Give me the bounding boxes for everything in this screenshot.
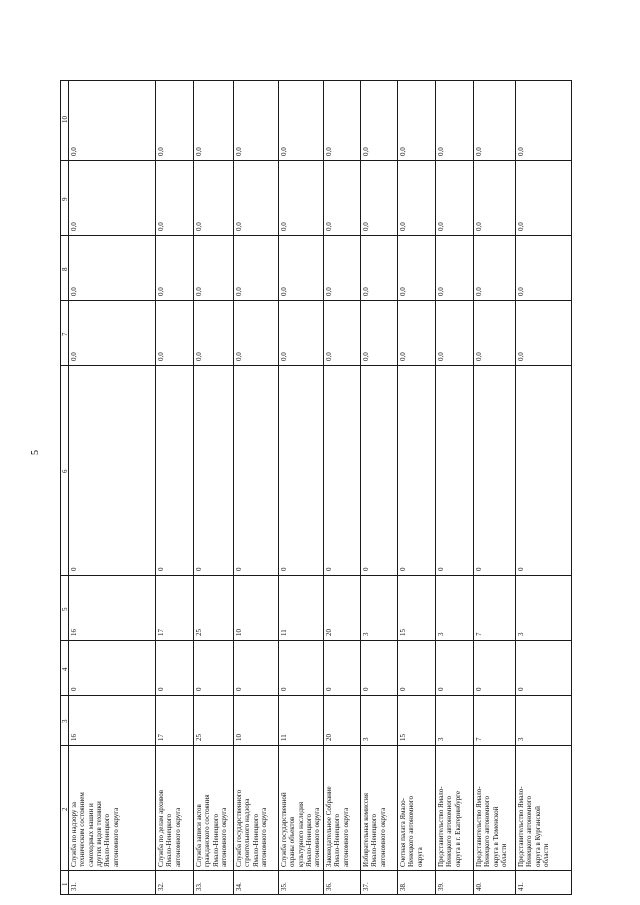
row-number: 38. — [399, 882, 407, 891]
table-cell: 0,0 — [362, 147, 370, 156]
table-cell: 0 — [280, 567, 288, 571]
table-cell: 10 — [235, 734, 243, 741]
table-cell: 0 — [70, 687, 78, 691]
table-cell: 0,0 — [517, 352, 525, 361]
table-cell: 10 — [235, 629, 243, 636]
row-name-line: строительного надзора — [243, 798, 252, 867]
table-cell: 0,0 — [157, 352, 165, 361]
table-cell: 0 — [399, 687, 407, 691]
row-name-line: Служба по надзору за — [70, 802, 78, 867]
row-divider — [323, 80, 324, 895]
row-name-line: Служба государственной — [280, 792, 288, 867]
table-cell: 0 — [475, 687, 483, 691]
table-cell: 0,0 — [399, 287, 407, 296]
row-name-line: автономного округа — [219, 807, 228, 867]
table-cell: 0 — [399, 567, 407, 571]
table-cell: 0,0 — [235, 287, 243, 296]
row-number: 36. — [325, 882, 333, 891]
column-header: 5 — [61, 607, 69, 611]
row-divider — [473, 80, 474, 895]
row-name-line: Представительство Ямало- — [437, 786, 445, 867]
column-header: 2 — [61, 807, 69, 811]
table-cell: 0,0 — [399, 147, 407, 156]
table-cell: 0 — [280, 687, 288, 691]
row-name-line: автономного округа — [341, 807, 350, 867]
row-name-line: техническим состоянием — [78, 792, 87, 867]
table-cell: 7 — [475, 737, 483, 741]
row-name-line: автономного округа — [259, 807, 268, 867]
table-cell: 0,0 — [195, 147, 203, 156]
table-cell: 0,0 — [325, 222, 333, 231]
row-divider — [278, 80, 279, 895]
row-name-line: округа в г. Екатеринбурге — [453, 790, 462, 867]
table-cell: 0,0 — [399, 222, 407, 231]
table-cell: 0,0 — [437, 222, 445, 231]
row-number: 35. — [280, 882, 288, 891]
column-header: 6 — [61, 469, 69, 473]
row-number: 33. — [195, 882, 203, 891]
table-cell: 0,0 — [195, 287, 203, 296]
table-cell: 0,0 — [362, 352, 370, 361]
table-cell: 16 — [70, 734, 78, 741]
table-cell: 0,0 — [475, 352, 483, 361]
table-cell: 0,0 — [195, 352, 203, 361]
table-cell: 17 — [157, 629, 165, 636]
table-cell: 3 — [362, 632, 370, 636]
row-name-line: охраны объектов — [288, 816, 297, 867]
table-cell: 0,0 — [280, 147, 288, 156]
table-cell: 0,0 — [70, 222, 78, 231]
table-cell: 0 — [517, 687, 525, 691]
row-name-line: округа в Курганской — [533, 806, 542, 867]
table-cell: 0 — [195, 687, 203, 691]
column-divider — [60, 365, 572, 366]
table-cell: 11 — [280, 629, 288, 636]
row-name-line: Служба государственного — [235, 789, 243, 867]
column-divider — [60, 235, 572, 236]
table-cell: 0 — [362, 567, 370, 571]
table-cell: 3 — [517, 632, 525, 636]
table-cell: 0,0 — [235, 352, 243, 361]
column-header: 1 — [61, 882, 69, 886]
table-cell: 0,0 — [280, 287, 288, 296]
table-cell: 0 — [437, 687, 445, 691]
row-divider — [515, 80, 516, 895]
table-cell: 0 — [70, 567, 78, 571]
table-cell: 0,0 — [325, 352, 333, 361]
table-cell: 0 — [235, 687, 243, 691]
row-name-line: Ямало-Ненецкого — [333, 813, 342, 867]
row-name-line: Избирательная комиссия — [362, 793, 370, 867]
table-cell: 3 — [517, 737, 525, 741]
table-cell: 0 — [157, 567, 165, 571]
row-name-line: гражданского состояния — [203, 794, 212, 867]
row-name-line: других видов техники — [94, 801, 103, 867]
row-name-line: Ямало-Ненецкого — [370, 813, 379, 867]
row-name-line: области — [499, 843, 508, 867]
column-header: 9 — [61, 197, 69, 201]
table-cell: 0,0 — [235, 222, 243, 231]
table-cell: 0 — [362, 687, 370, 691]
column-divider — [60, 870, 572, 871]
table-cell: 0,0 — [475, 222, 483, 231]
table-cell: 0 — [325, 567, 333, 571]
table-cell: 0,0 — [157, 287, 165, 296]
row-name-line: автономного округа — [111, 807, 120, 867]
table-cell: 0,0 — [157, 222, 165, 231]
row-number: 39. — [437, 882, 445, 891]
row-name-line: округа — [415, 847, 424, 867]
table-cell: 20 — [325, 629, 333, 636]
row-name-line: Ямало-Ненецкого — [304, 813, 313, 867]
table-cell: 3 — [437, 632, 445, 636]
row-name-line: Служба записи актов — [195, 804, 203, 867]
table-cell: 0 — [325, 687, 333, 691]
row-name-line: Счетная палата Ямало- — [399, 798, 407, 867]
row-name-line: Ямало-Ненецкого — [251, 813, 260, 867]
row-number: 34. — [235, 882, 243, 891]
row-number: 31. — [70, 882, 78, 891]
row-name-line: Ямало-Ненецкого — [211, 813, 220, 867]
column-divider — [60, 640, 572, 641]
row-number: 41. — [517, 882, 525, 891]
table-cell: 0,0 — [437, 147, 445, 156]
row-name-line: автономного округа — [313, 807, 322, 867]
table-cell: 0 — [235, 567, 243, 571]
table-cell: 25 — [195, 734, 203, 741]
row-divider — [397, 80, 398, 895]
column-header: 7 — [61, 332, 69, 336]
table-cell: 0,0 — [517, 222, 525, 231]
row-name-line: Ненецкого автономного — [407, 796, 416, 867]
row-name-line: Ненецкого автономного — [445, 796, 454, 867]
column-divider — [60, 745, 572, 746]
row-divider — [435, 80, 436, 895]
table-cell: 0,0 — [235, 147, 243, 156]
table-frame — [60, 80, 572, 895]
column-divider — [60, 695, 572, 696]
row-divider — [68, 80, 69, 895]
table-cell: 0,0 — [325, 287, 333, 296]
column-divider — [60, 160, 572, 161]
table-cell: 0 — [517, 567, 525, 571]
table-cell: 0,0 — [362, 222, 370, 231]
column-header: 3 — [61, 719, 69, 723]
row-name-line: Представительство Ямало- — [517, 786, 525, 867]
table-cell: 17 — [157, 734, 165, 741]
row-name-line: области — [541, 843, 550, 867]
column-divider — [60, 575, 572, 576]
table-cell: 25 — [195, 629, 203, 636]
row-divider — [155, 80, 156, 895]
table-cell: 0 — [437, 567, 445, 571]
row-name-line: Ненецкого автономного — [525, 796, 534, 867]
row-name-line: самоходных машин и — [86, 803, 95, 867]
table-cell: 11 — [280, 734, 288, 741]
table-cell: 0,0 — [475, 287, 483, 296]
table-cell: 0 — [475, 567, 483, 571]
table-cell: 0,0 — [399, 352, 407, 361]
row-name-line: Служба по делам архивов — [157, 789, 165, 867]
row-number: 40. — [475, 882, 483, 891]
row-name-line: автономного округа — [378, 807, 387, 867]
row-name-line: округа в Тюменской — [491, 806, 500, 867]
table-cell: 0,0 — [362, 287, 370, 296]
row-divider — [233, 80, 234, 895]
table-cell: 15 — [399, 629, 407, 636]
table-cell: 0,0 — [70, 287, 78, 296]
table-cell: 0,0 — [70, 352, 78, 361]
row-divider — [360, 80, 361, 895]
table-cell: 16 — [70, 629, 78, 636]
table-cell: 0,0 — [475, 147, 483, 156]
table-cell: 0 — [157, 687, 165, 691]
row-divider — [193, 80, 194, 895]
table-cell: 0,0 — [157, 147, 165, 156]
table-cell: 7 — [475, 632, 483, 636]
table-cell: 0,0 — [280, 352, 288, 361]
column-divider — [60, 300, 572, 301]
row-name-line: Законодательное Собрание — [325, 786, 333, 867]
row-number: 32. — [157, 882, 165, 891]
table-cell: 3 — [437, 737, 445, 741]
row-name-line: автономного округа — [173, 807, 182, 867]
table-cell: 0,0 — [437, 287, 445, 296]
page-number: 5 — [30, 450, 41, 455]
table-cell: 0 — [195, 567, 203, 571]
row-name-line: Ямало-Ненецкого — [103, 813, 112, 867]
table-cell: 0,0 — [517, 287, 525, 296]
table-cell: 20 — [325, 734, 333, 741]
row-name-line: Ненецкого автономного — [483, 796, 492, 867]
column-header: 4 — [61, 667, 69, 671]
column-header: 10 — [61, 116, 69, 123]
row-name-line: культурного наследия — [296, 801, 305, 867]
table-cell: 0,0 — [437, 352, 445, 361]
table-cell: 15 — [399, 734, 407, 741]
row-number: 37. — [362, 882, 370, 891]
table-cell: 0,0 — [517, 147, 525, 156]
table-cell: 0,0 — [70, 147, 78, 156]
column-header: 8 — [61, 267, 69, 271]
row-name-line: Представительство Ямало- — [475, 786, 483, 867]
table-cell: 3 — [362, 737, 370, 741]
row-name-line: Ямало-Ненецкого — [165, 813, 174, 867]
table-cell: 0,0 — [195, 222, 203, 231]
table-cell: 0,0 — [325, 147, 333, 156]
table-cell: 0,0 — [280, 222, 288, 231]
